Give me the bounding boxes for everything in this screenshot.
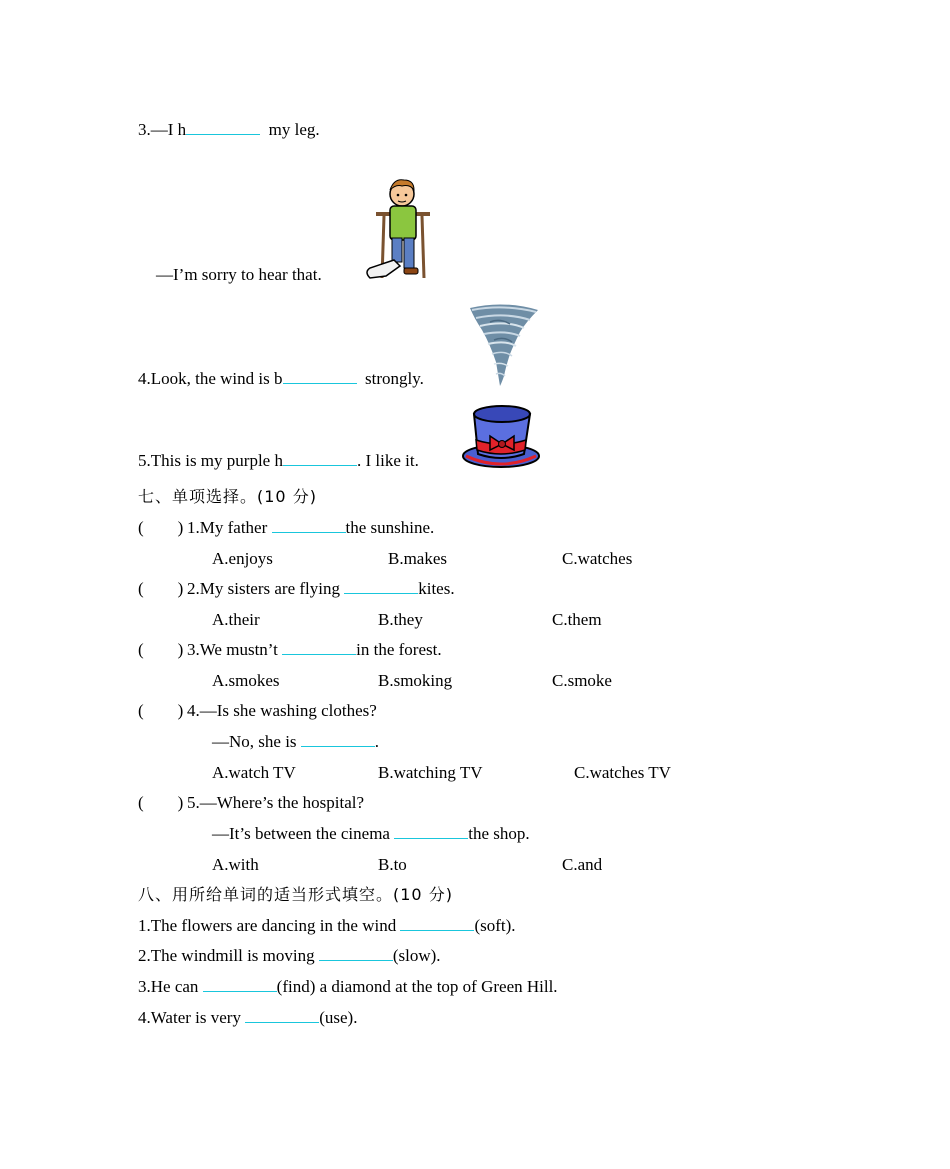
item-text-after: (find) a diamond at the top of Green Hill.: [276, 977, 558, 996]
answer-paren[interactable]: ( ): [138, 640, 184, 659]
item-text-after: my leg.: [260, 120, 320, 139]
option-b[interactable]: B.they: [378, 610, 423, 629]
answer-paren[interactable]: ( ): [138, 579, 184, 598]
stem: —Is she washing clothes?: [199, 701, 377, 720]
stem-before: My sisters are flying: [199, 579, 345, 598]
purple-hat-image: [460, 402, 542, 470]
reply-before: —No, she is: [212, 732, 301, 751]
option-b[interactable]: B.watching TV: [378, 763, 483, 782]
question-number: 1.: [187, 518, 200, 537]
reply-after: .: [374, 732, 380, 751]
answer-blank[interactable]: [245, 1008, 319, 1023]
question-stem: [187, 518, 434, 538]
answer-paren[interactable]: ( ): [138, 701, 184, 720]
answer-blank[interactable]: [283, 451, 357, 466]
word-form-item-4: [138, 1008, 357, 1028]
fill-item-3: [138, 120, 320, 140]
section-7-title: 七、单项选择。(10 分): [138, 487, 317, 506]
item-number: 4.: [138, 369, 151, 388]
option-c[interactable]: C.them: [552, 610, 602, 629]
option-a[interactable]: A.smokes: [212, 671, 280, 690]
option-c[interactable]: C.smoke: [552, 671, 612, 690]
word-form-item-3: [138, 977, 558, 997]
question-number: 2.: [187, 579, 200, 598]
stem-before: We mustn’t: [199, 640, 283, 659]
stem-after: kites.: [418, 579, 455, 598]
answer-blank: [394, 824, 468, 839]
fill-item-5: [138, 451, 419, 471]
item-text-before: This is my purple h: [150, 451, 283, 470]
item-text-after: strongly.: [356, 369, 424, 388]
option-a[interactable]: A.their: [212, 610, 260, 629]
item-text-before: 2.The windmill is moving: [138, 946, 319, 965]
stem: —Where’s the hospital?: [199, 793, 365, 812]
answer-blank: [344, 579, 418, 594]
reply-before: —It’s between the cinema: [212, 824, 395, 843]
item-text-before: 3.He can: [138, 977, 203, 996]
question-stem: [187, 701, 377, 721]
stem-before: My father: [199, 518, 272, 537]
question-number: 5.: [187, 793, 200, 812]
item-text-before: Look, the wind is b: [150, 369, 283, 388]
question-reply: [212, 824, 530, 844]
item-text-after: (use).: [319, 1008, 358, 1027]
question-number: 4.: [187, 701, 200, 720]
option-b[interactable]: B.to: [378, 855, 407, 874]
answer-blank: [301, 732, 375, 747]
item-text-after: . I like it.: [356, 451, 419, 470]
option-b[interactable]: B.smoking: [378, 671, 453, 690]
answer-blank[interactable]: [283, 369, 357, 384]
item-number: 5.: [138, 451, 151, 470]
question-number: 3.: [187, 640, 200, 659]
question-reply: [212, 732, 379, 752]
answer-blank[interactable]: [400, 916, 474, 931]
option-c[interactable]: C.watches: [562, 549, 633, 568]
fill-item-4: [138, 369, 424, 389]
item-number: 3.: [138, 120, 151, 139]
question-stem: [187, 793, 364, 813]
reply-after: the shop.: [468, 824, 530, 843]
boy-with-crutches-image: [360, 176, 432, 282]
option-c[interactable]: C.watches TV: [574, 763, 671, 782]
option-b[interactable]: B.makes: [388, 549, 448, 568]
stem-after: the sunshine.: [345, 518, 435, 537]
answer-blank[interactable]: [203, 977, 277, 992]
section-8-title: 八、用所给单词的适当形式填空。(10 分): [138, 885, 453, 904]
answer-blank[interactable]: [186, 120, 260, 135]
item-text-before: 1.The flowers are dancing in the wind: [138, 916, 401, 935]
option-a[interactable]: A.enjoys: [212, 549, 273, 568]
option-a[interactable]: A.watch TV: [212, 763, 296, 782]
stem-after: in the forest.: [356, 640, 442, 659]
item-text-after: (slow).: [392, 946, 441, 965]
word-form-item-1: [138, 916, 516, 936]
question-stem: [187, 579, 455, 599]
word-form-item-2: [138, 946, 441, 966]
option-a[interactable]: A.with: [212, 855, 259, 874]
answer-blank[interactable]: [319, 946, 393, 961]
tornado-image: [466, 302, 542, 388]
item-text-after: (soft).: [474, 916, 516, 935]
answer-blank: [282, 640, 356, 655]
answer-blank: [272, 518, 346, 533]
answer-paren[interactable]: ( ): [138, 518, 184, 537]
item-text-before: 4.Water is very: [138, 1008, 246, 1027]
option-c[interactable]: C.and: [562, 855, 603, 874]
item-text-before: —I h: [150, 120, 187, 139]
answer-paren[interactable]: ( ): [138, 793, 184, 812]
fill-item-3-reply: —I’m sorry to hear that.: [156, 265, 322, 284]
question-stem: [187, 640, 442, 660]
